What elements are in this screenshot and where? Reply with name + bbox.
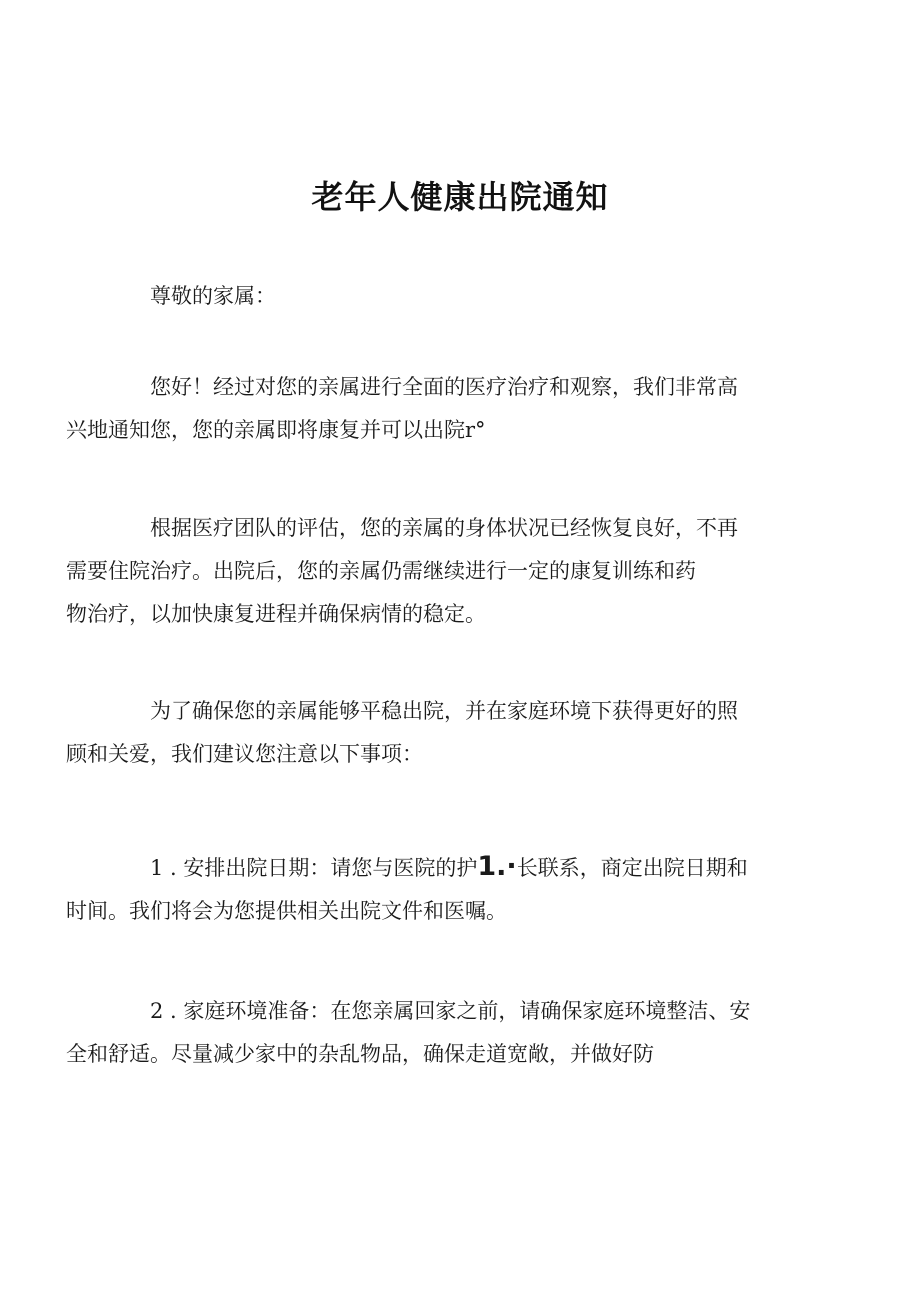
list-item-1-line-1 [108,845,813,890]
paragraph-assessment [66,507,813,636]
list-item-1-text-c: 长联系，商定出院日期和 [516,856,748,880]
paragraph-advice-intro-line-1: 为了确保您的亲属能够平稳出院，并在家庭环境下获得更好的照 [150,699,738,723]
paragraph-advice-intro [66,690,813,776]
paragraph-advice-intro-line-2: 顾和关爱，我们建议您注意以下事项： [66,742,423,766]
list-item-1-line-2: 时间。我们将会为您提供相关出院文件和医嘱。 [66,899,507,923]
salutation-text: 尊敬的家属： [150,284,276,308]
list-item-2 [66,990,813,1076]
list-item-1-artifact: 1.· [477,851,517,882]
paragraph-assessment-line-3: 物治疗，以加快康复进程并确保病情的稳定。 [66,602,486,626]
list-item-1-text-a: 1 . 安排出院日期：请您与医院的护 [150,856,478,880]
list-item-1 [66,845,813,933]
salutation [108,275,813,318]
paragraph-greeting-line-2: 兴地通知您，您的亲属即将康复并可以出院r° [66,418,486,442]
paragraph-greeting [66,366,813,452]
list-item-2-line-1: 2 . 家庭环境准备：在您亲属回家之前，请确保家庭环境整洁、安 [150,999,751,1023]
paragraph-assessment-line-1: 根据医疗团队的评估，您的亲属的身体状况已经恢复良好，不再 [150,516,738,540]
list-item-2-line-2: 全和舒适。尽量减少家中的杂乱物品，确保走道宽敞，并做好防 [66,1042,654,1066]
paragraph-greeting-line-1: 您好！经过对您的亲属进行全面的医疗治疗和观察，我们非常高 [150,375,738,399]
paragraph-assessment-line-2: 需要住院治疗。出院后，您的亲属仍需继续进行一定的康复训练和药 [66,559,696,583]
document-title: 老年人健康出院通知 [311,178,609,216]
